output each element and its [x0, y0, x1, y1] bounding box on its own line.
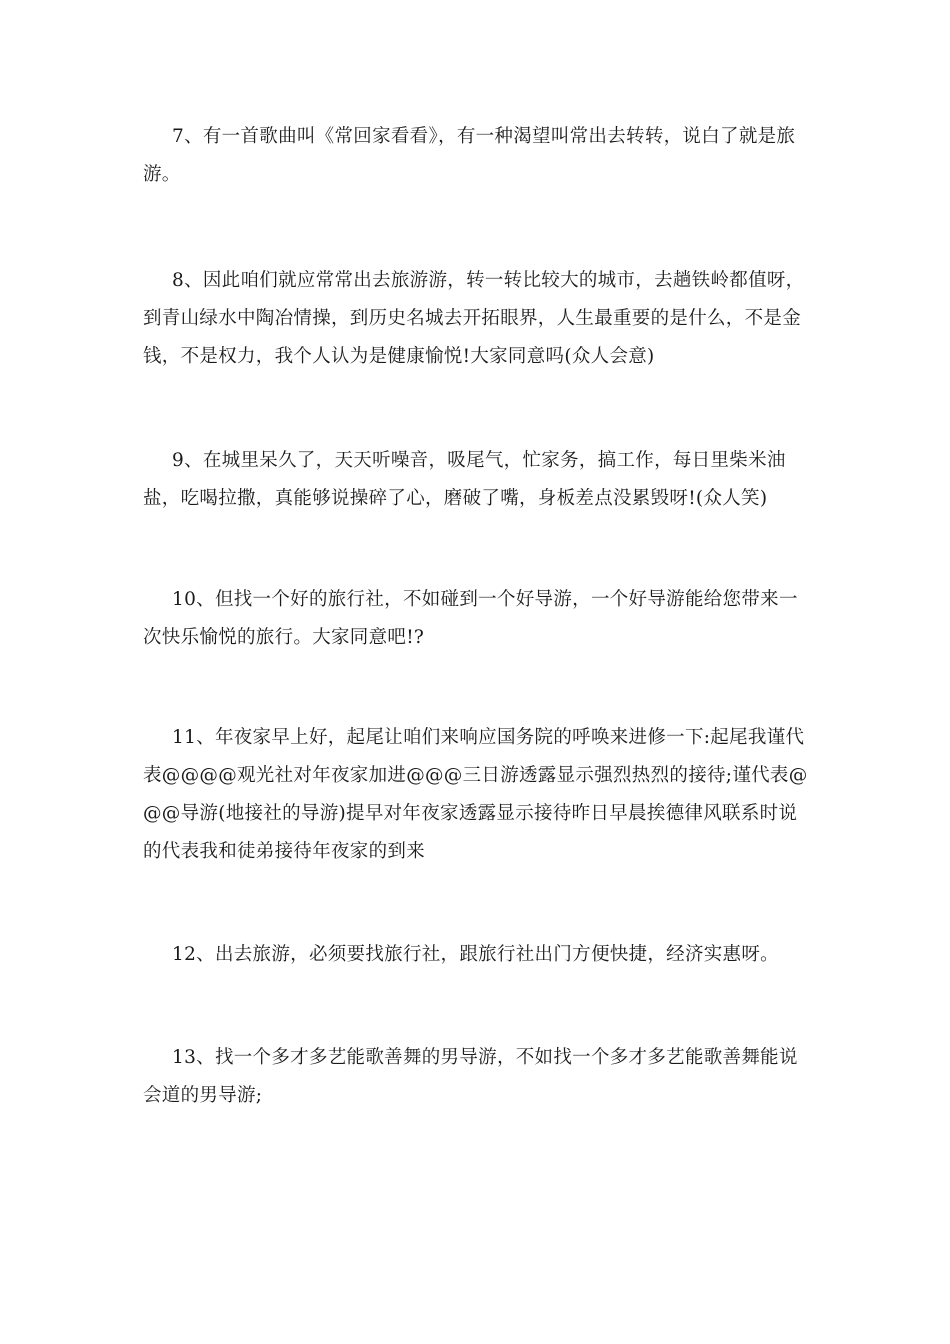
paragraph-12: 12、出去旅游，必须要找旅行社，跟旅行社出门方便快捷，经济实惠呀。 [172, 944, 779, 965]
paragraph-11: 11、年夜家早上好，起尾让咱们来响应国务院的呼唤来进修一下:起尾我谨代表@@@@观光社对年夜家加进@@@三日游透露显示强烈热烈的接待;谨代表@@@导游(地接社的导游)提早对年夜家透露显示接待昨日早晨挨德律风联系时说的代表我和徒弟接待年夜家的到来 [143, 727, 808, 862]
paragraph-13: 13、找一个多才多艺能歌善舞的男导游，不如找一个多才多艺能歌善舞能说会道的男导游; [143, 1047, 798, 1106]
paragraph-8: 8、因此咱们就应常常出去旅游游，转一转比较大的城市，去趟铁岭都值呀，到青山绿水中陶冶情操，到历史名城去开拓眼界，人生最重要的是什么，不是金钱，不是权力，我个人认为是健康愉悦!大家同意吗(众人会意) [143, 270, 805, 367]
paragraph-9: 9、在城里呆久了，天天听噪音，吸尾气，忙家务，搞工作，每日里柴米油盐，吃喝拉撒，真能够说操碎了心，磨破了嘴，身板差点没累毁呀!(众人笑) [143, 450, 786, 509]
paragraph-10: 10、但找一个好的旅行社，不如碰到一个好导游，一个好导游能给您带来一次快乐愉悦的旅行。大家同意吧!? [143, 589, 798, 648]
paragraph-7: 7、有一首歌曲叫《常回家看看》，有一种渴望叫常出去转转，说白了就是旅游。 [143, 126, 796, 185]
